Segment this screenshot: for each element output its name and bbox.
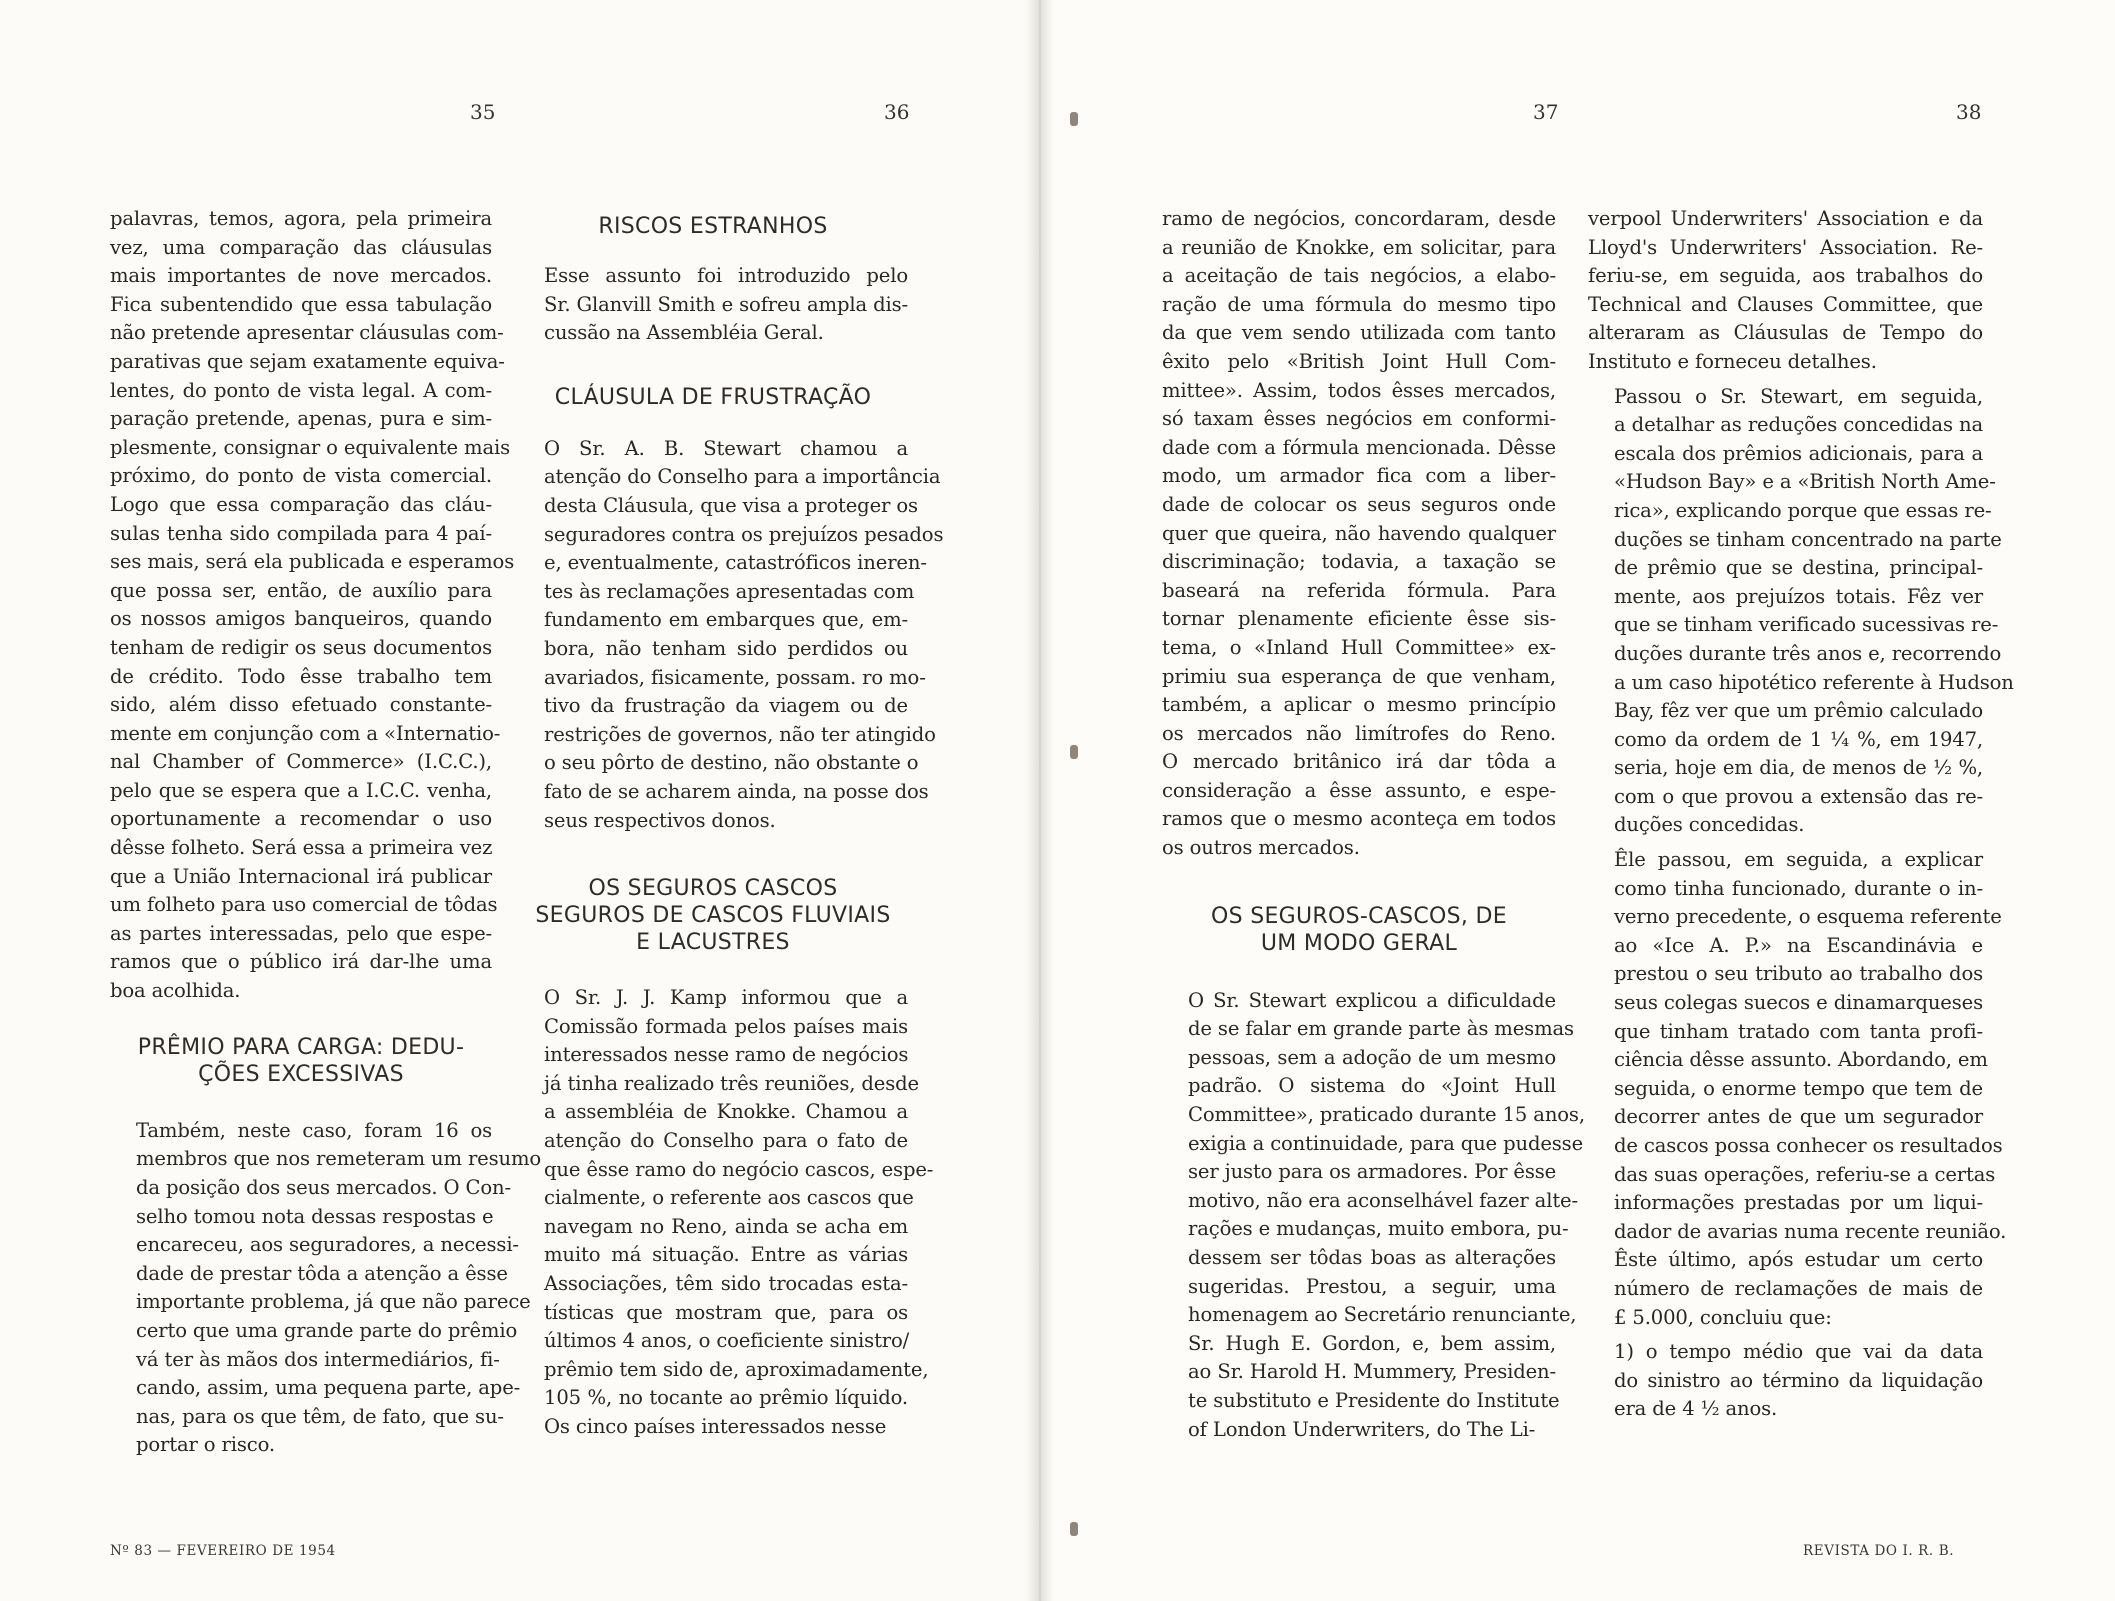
text-line: os mercados não limítrofes do Reno.: [1162, 721, 1556, 745]
text-line: que possa ser, então, de auxílio para: [110, 578, 492, 602]
paragraph: [1162, 205, 1556, 863]
text-line: a reunião de Knokke, em solicitar, para: [1162, 235, 1556, 259]
text-line: como da ordem de 1 ¼ %, em 1947,: [1614, 727, 1983, 751]
text-line: ração de uma fórmula do mesmo tipo: [1162, 292, 1556, 316]
text-line: Também, neste caso, foram 16 os: [136, 1118, 492, 1142]
text-line: consideração a êsse assunto, e espe-: [1162, 778, 1556, 802]
text-line: te substituto e Presidente do Institute: [1188, 1388, 1560, 1412]
text-line: Associações, têm sido trocadas esta-: [544, 1272, 908, 1296]
page-gutter: [1026, 0, 1054, 1601]
text-line: informações prestadas por um liqui-: [1614, 1191, 1983, 1215]
text-line: Êle passou, em seguida, a explicar: [1614, 848, 1983, 872]
text-line: só taxam êsses negócios em conformi-: [1162, 407, 1556, 431]
column-4: [1588, 205, 2014, 1424]
heading-line: CLÁUSULA DE FRUSTRAÇÃO: [554, 384, 872, 410]
text-line: portar o risco.: [136, 1433, 275, 1457]
text-line: ramos que o público irá dar-lhe uma: [110, 950, 492, 974]
text-line: últimos 4 anos, o coeficiente sinistro/: [544, 1329, 910, 1353]
text-line: prestou o seu tributo ao trabalho dos: [1614, 962, 1983, 986]
text-line: como tinha funcionado, durante o in-: [1614, 876, 1983, 900]
text-line: que tinham tratado com tanta profi-: [1614, 1019, 1983, 1043]
text-line: cussão na Assembléia Geral.: [544, 321, 824, 345]
text-line: Sr. Hugh E. Gordon, e, bem assim,: [1188, 1331, 1556, 1355]
page-number-35: 35: [470, 100, 496, 124]
text-line: exigia a continuidade, para que pudesse: [1188, 1131, 1584, 1155]
paragraph: [518, 984, 934, 1442]
text-line: nal Chamber of Commerce» (I.C.C.),: [110, 750, 492, 774]
page-number-36: 36: [884, 100, 910, 124]
text-line: das suas operações, referiu-se a certas: [1614, 1162, 1996, 1186]
text-line: não pretende apresentar cláusulas com-: [110, 321, 504, 345]
text-line: desta Cláusula, que visa a proteger os: [544, 493, 918, 517]
paragraph: [518, 262, 908, 348]
text-line: e, eventualmente, catastróficos ineren-: [544, 551, 927, 575]
text-line: ao «Ice A. P.» na Escandinávia e: [1614, 933, 1983, 957]
text-line: dade de prestar tôda a atenção a êsse: [136, 1261, 508, 1285]
text-line: Os cinco países interessados nesse: [544, 1415, 887, 1438]
text-line: O Sr. A. B. Stewart chamou a: [544, 436, 908, 460]
text-line: mais importantes de nove mercados.: [110, 264, 492, 288]
text-line: Instituto e forneceu detalhes.: [1588, 349, 1877, 373]
text-line: duções se tinham concentrado na parte: [1614, 527, 2002, 551]
text-line: verno precedente, o esquema referente: [1614, 905, 2002, 929]
text-line: palavras, temos, agora, pela primeira: [110, 207, 492, 230]
text-line: tornar plenamente eficiente êsse sis-: [1162, 607, 1556, 631]
text-line: cialmente, o referente aos cascos que: [544, 1186, 914, 1210]
text-line: nas, para os que têm, de fato, que su-: [136, 1404, 504, 1428]
text-line: Bay, fêz ver que um prêmio calculado: [1614, 699, 1983, 723]
text-line: boa acolhida.: [110, 979, 241, 1003]
text-line: tivo da frustração da viagem ou de: [544, 694, 908, 718]
footer-journal: REVISTA DO I. R. B.: [1803, 1543, 1955, 1559]
text-line: sido, além disso efetuado constante-: [110, 693, 492, 717]
text-line: vá ter às mãos dos intermediários, fi-: [136, 1347, 500, 1371]
text-line: parativas que sejam exatamente equiva-: [110, 349, 505, 373]
text-line: Esse assunto foi introduzido pelo: [544, 264, 908, 287]
text-line: o seu pôrto de destino, não obstante o: [544, 751, 919, 775]
heading-line: E LACUSTRES: [636, 930, 790, 956]
text-line: verpool Underwriters' Association e da: [1588, 207, 1983, 230]
text-line: O Sr. J. J. Kamp informou que a: [544, 986, 908, 1010]
text-line: de cascos possa conhecer os resultados: [1614, 1134, 2003, 1157]
text-line: prêmio tem sido de, aproximadamente,: [544, 1357, 929, 1381]
text-line: of London Underwriters, do The Li-: [1188, 1417, 1536, 1441]
text-line: pessoas, sem a adoção de um mesmo: [1188, 1045, 1556, 1069]
text-line: a assembléia de Knokke. Chamou a: [544, 1100, 908, 1124]
text-line: discriminação; todavia, a taxação se: [1162, 550, 1556, 574]
text-line: plesmente, consignar o equivalente mais: [110, 435, 511, 459]
text-line: também, a aplicar o mesmo princípio: [1162, 693, 1556, 717]
text-line: decorrer antes de que um segurador: [1614, 1105, 1983, 1129]
text-line: ramos que o mesmo aconteça em todos: [1162, 807, 1556, 831]
text-line: ao Sr. Harold H. Mummery, Presiden-: [1188, 1360, 1556, 1384]
text-line: já tinha realizado três reuniões, desde: [544, 1071, 919, 1095]
text-line: dade de colocar os seus seguros onde: [1162, 492, 1556, 516]
text-line: 1) o tempo médio que vai da data: [1614, 1340, 1983, 1364]
text-line: primiu sua esperança de que venham,: [1162, 664, 1556, 688]
text-line: dade com a fórmula mencionada. Dêsse: [1162, 435, 1556, 459]
text-line: fundamento em embarques que, em-: [544, 608, 908, 632]
text-line: O mercado britânico irá dar tôda a: [1162, 750, 1556, 774]
paragraph: [110, 205, 515, 1006]
paragraph: [1162, 987, 1585, 1445]
paragraph: [1588, 383, 2014, 841]
text-line: motivo, não era aconselhável fazer alte-: [1188, 1188, 1578, 1212]
text-line: vez, uma comparação das cláusulas: [110, 235, 492, 259]
text-line: seus respectivos donos.: [544, 808, 776, 832]
text-line: homenagem ao Secretário renunciante,: [1188, 1303, 1577, 1327]
text-line: tísticas que mostram que, para os: [544, 1300, 908, 1324]
text-line: dêsse folheto. Será essa a primeira vez: [110, 836, 493, 860]
text-line: era de 4 ½ anos.: [1614, 1397, 1778, 1421]
heading-line: RISCOS ESTRANHOS: [598, 214, 828, 239]
text-line: rica», explicando porque que essas re-: [1614, 498, 1992, 522]
paragraph: [110, 1117, 542, 1460]
text-line: padrão. O sistema do «Joint Hull: [1188, 1074, 1556, 1098]
text-line: da posição dos seus mercados. O Con-: [136, 1176, 511, 1199]
text-line: Fica subentendido que essa tabulação: [110, 292, 492, 316]
text-line: Sr. Glanvill Smith e sofreu ampla dis-: [544, 292, 908, 316]
paragraph: [1588, 1338, 1983, 1424]
text-line: certo que uma grande parte do prêmio: [136, 1318, 518, 1342]
heading-line: ÇÕES EXCESSIVAS: [198, 1062, 404, 1088]
text-line: próximo, do ponto de vista comercial.: [110, 464, 492, 488]
text-line: «Hudson Bay» e a «British North Ame-: [1614, 470, 1996, 494]
heading-line: UM MODO GERAL: [1260, 930, 1458, 956]
text-line: Êste último, após estudar um certo: [1614, 1248, 1983, 1272]
section-heading: [1162, 903, 1556, 957]
text-line: 105 %, no tocante ao prêmio líquido.: [544, 1386, 908, 1410]
text-line: oportunamente a recomendar o uso: [110, 807, 492, 831]
text-line: ses mais, será ela publicada e esperamos: [110, 550, 515, 574]
text-line: um folheto para uso comercial de tôdas: [110, 893, 498, 917]
text-line: navegam no Reno, ainda se acha em: [544, 1214, 908, 1238]
page-number-37: 37: [1533, 100, 1559, 124]
text-line: atenção do Conselho para o fato de: [544, 1129, 908, 1153]
text-line: de se falar em grande parte às mesmas: [1188, 1017, 1574, 1041]
staple-mark: [1070, 112, 1078, 126]
staple-mark: [1070, 745, 1078, 759]
text-line: bora, não tenham sido perdidos ou: [544, 636, 908, 660]
column-1: [110, 205, 542, 1460]
text-line: rações e mudanças, muito embora, pu-: [1188, 1217, 1569, 1241]
text-line: cando, assim, uma pequena parte, ape-: [136, 1376, 521, 1400]
text-line: número de reclamações de mais de: [1614, 1276, 1983, 1300]
text-line: da que vem sendo utilizada com tanto: [1162, 321, 1556, 345]
text-line: avariados, fisicamente, possam. ro mo-: [544, 665, 926, 689]
text-line: dessem ser tôdas boas as alterações: [1188, 1246, 1556, 1269]
text-line: paração pretende, apenas, pura e sim-: [110, 407, 492, 431]
text-line: baseará na referida fórmula. Para: [1162, 578, 1556, 602]
text-line: que se tinham verificado sucessivas re-: [1614, 613, 1999, 637]
text-line: Committee», praticado durante 15 anos,: [1188, 1103, 1585, 1127]
section-heading: [110, 1034, 492, 1088]
text-line: encareceu, aos seguradores, a necessi-: [136, 1233, 519, 1257]
text-line: ciência dêsse assunto. Abordando, em: [1614, 1048, 1988, 1072]
text-line: duções durante três anos e, recorrendo: [1614, 641, 2002, 665]
text-line: de prêmio que se destina, principal-: [1614, 556, 1983, 580]
text-line: restrições de governos, não ter atingido: [544, 722, 936, 746]
heading-line: OS SEGUROS CASCOS: [588, 876, 838, 902]
text-line: os nossos amigos banqueiros, quando: [110, 607, 492, 631]
paragraph: [1588, 846, 2007, 1332]
text-line: os outros mercados.: [1162, 836, 1360, 860]
text-line: êxito pelo «British Joint Hull Com-: [1162, 349, 1556, 373]
text-line: ramo de negócios, concordaram, desde: [1162, 207, 1556, 230]
text-line: do sinistro ao término da liquidação: [1614, 1368, 1983, 1392]
text-line: que a União Internacional irá publicar: [110, 864, 492, 888]
text-line: selho tomou nota dessas respostas e: [136, 1204, 494, 1228]
section-heading: [518, 875, 908, 956]
text-line: fato de se acharem ainda, na posse dos: [544, 779, 929, 803]
text-line: dador de avarias numa recente reunião.: [1614, 1219, 2007, 1243]
text-line: de crédito. Todo êsse trabalho tem: [110, 664, 492, 688]
text-line: mente em conjunção com a «Internatio-: [110, 721, 501, 745]
heading-line: OS SEGUROS-CASCOS, DE: [1211, 903, 1507, 929]
section-heading: [518, 384, 908, 411]
text-line: escala dos prêmios adicionais, para a: [1614, 441, 1983, 465]
text-line: seguradores contra os prejuízos pesados: [544, 522, 944, 546]
text-line: duções concedidas.: [1614, 813, 1805, 837]
text-line: £ 5.000, concluiu que:: [1614, 1305, 1832, 1329]
text-line: muito má situação. Entre as várias: [544, 1243, 908, 1267]
heading-line: SEGUROS DE CASCOS FLUVIAIS: [535, 903, 891, 929]
text-line: feriu-se, em seguida, aos trabalhos do: [1588, 264, 1983, 288]
text-line: alteraram as Cláusulas de Tempo do: [1588, 321, 1983, 345]
page-number-38: 38: [1956, 100, 1982, 124]
text-line: a aceitação de tais negócios, a elabo-: [1162, 264, 1556, 288]
text-line: tenham de redigir os seus documentos: [110, 635, 492, 659]
text-line: que êsse ramo do negócio cascos, espe-: [544, 1157, 934, 1181]
text-line: sulas tenha sido compilada para 4 paí-: [110, 521, 492, 545]
text-line: importante problema, já que não parece: [136, 1290, 531, 1314]
text-line: interessados nesse ramo de negócios: [544, 1043, 909, 1067]
text-line: a detalhar as reduções concedidas na: [1614, 413, 1983, 437]
text-line: quer que queira, não havendo qualquer: [1162, 521, 1556, 545]
text-line: O Sr. Stewart explicou a dificuldade: [1188, 988, 1556, 1012]
paragraph: [1588, 205, 1983, 377]
paragraph: [518, 435, 944, 835]
text-line: seria, hoje em dia, de menos de ½ %,: [1614, 756, 1983, 780]
text-line: tema, o «Inland Hull Committee» ex-: [1162, 635, 1556, 659]
staple-mark: [1070, 1522, 1078, 1536]
column-3: [1162, 205, 1585, 1444]
text-line: seus colegas suecos e dinamarqueses: [1614, 991, 1983, 1015]
column-2: [518, 205, 944, 1442]
text-line: membros que nos remeteram um resumo: [136, 1147, 542, 1171]
text-line: modo, um armador fica com a liber-: [1162, 464, 1556, 488]
text-line: a um caso hipotético referente à Hudson: [1614, 670, 2014, 694]
section-heading: [518, 213, 908, 240]
text-line: pelo que se espera que a I.C.C. venha,: [110, 778, 492, 802]
heading-line: PRÊMIO PARA CARGA: DEDU-: [137, 1035, 465, 1061]
text-line: sugeridas. Prestou, a seguir, uma: [1188, 1274, 1556, 1298]
text-line: seguida, o enorme tempo que tem de: [1614, 1076, 1983, 1100]
text-line: mente, aos prejuízos totais. Fêz ver: [1614, 584, 1983, 608]
text-line: Logo que essa comparação das cláu-: [110, 492, 492, 516]
text-line: Technical and Clauses Committee, que: [1588, 292, 1983, 316]
text-line: Passou o Sr. Stewart, em seguida,: [1614, 384, 1983, 408]
text-line: tes às reclamações apresentadas com: [544, 579, 915, 603]
text-line: Comissão formada pelos países mais: [544, 1014, 908, 1038]
footer-issue: Nº 83 — FEVEREIRO DE 1954: [110, 1543, 336, 1559]
text-line: atenção do Conselho para a importância: [544, 465, 941, 489]
text-line: com o que provou a extensão das re-: [1614, 784, 1983, 808]
text-line: Lloyd's Underwriters' Association. Re-: [1588, 235, 1983, 259]
text-line: mittee». Assim, todos êsses mercados,: [1162, 378, 1556, 402]
text-line: as partes interessadas, pelo que espe-: [110, 921, 492, 945]
text-line: lentes, do ponto de vista legal. A com-: [110, 378, 492, 402]
text-line: ser justo para os armadores. Por êsse: [1188, 1160, 1557, 1184]
